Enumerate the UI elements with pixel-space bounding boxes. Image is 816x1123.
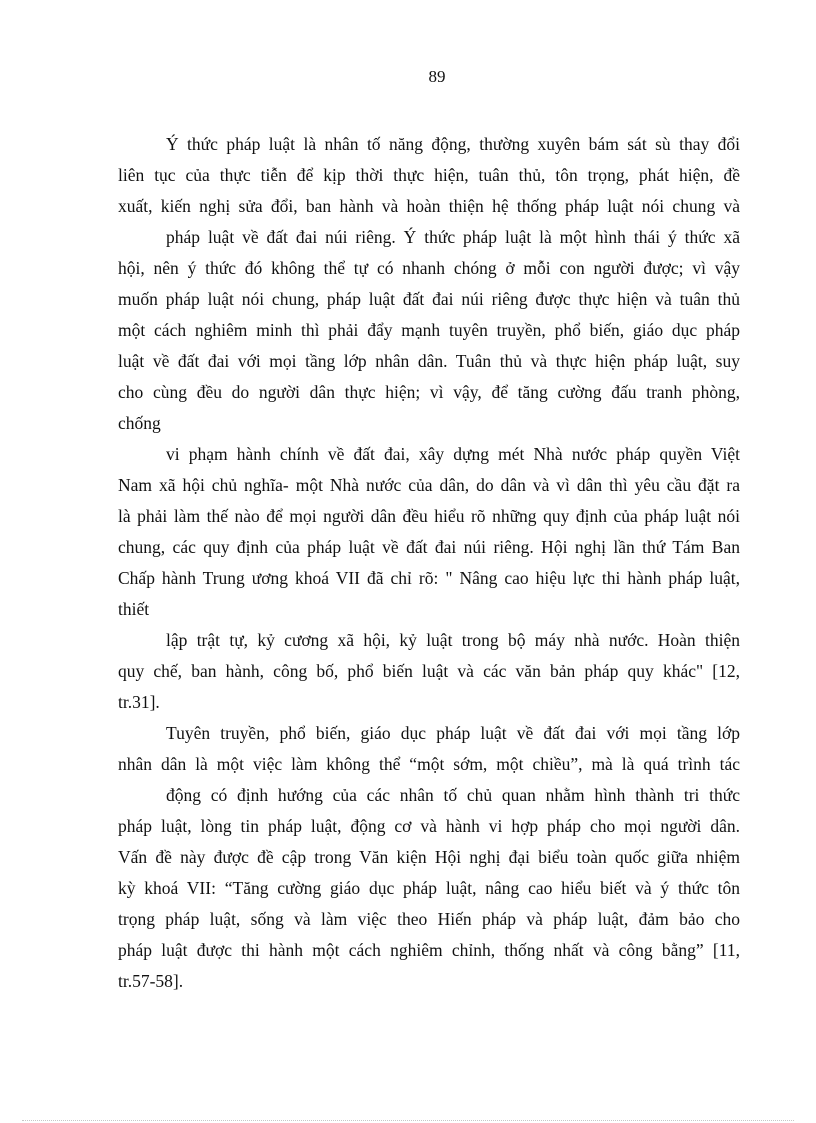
text-line: chống (118, 413, 161, 433)
text-line: Chấp hành Trung ương khoá VII đã chỉ rõ: " Nâng cao hiệu lực thi hành pháp luật, (118, 568, 740, 588)
text-line: tr.57-58]. (118, 971, 184, 991)
text-line: luật về đất đai với mọi tầng lớp nhân dân. Tuân thủ và thực hiện pháp luật, suy (118, 351, 740, 371)
text-line: kỳ khoá VII: “Tăng cường giáo dục pháp luật, nâng cao hiểu biết và ý thức tôn (118, 878, 740, 898)
page-number: 89 (428, 67, 446, 86)
text-line: xuất, kiến nghị sửa đổi, ban hành và hoàn thiện hệ thống pháp luật nói chung và (118, 196, 740, 216)
text-line: Ý thức pháp luật là nhân tố năng động, thường xuyên bám sát sù thay đổi (166, 134, 740, 154)
text-line: là phải làm thế nào để mọi người dân đều hiểu rõ những quy định của pháp luật nói (118, 506, 740, 526)
text-line: một cách nghiêm minh thì phải đẩy mạnh tuyên truyền, phổ biến, giáo dục pháp (118, 320, 740, 340)
text-line: quy chế, ban hành, công bố, phổ biến luật và các văn bản pháp quy khác" [12, (118, 661, 740, 681)
text-line: trọng pháp luật, sống và làm việc theo Hiến pháp và pháp luật, đảm bảo cho (118, 909, 740, 929)
text-line: động có định hướng của các nhân tố chủ quan nhằm hình thành tri thức (166, 785, 740, 805)
text-line: Vấn đề này được đề cập trong Văn kiện Hội nghị đại biểu toàn quốc giữa nhiệm (118, 847, 740, 867)
text-line: hội, nên ý thức đó không thể tự có nhanh chóng ở mỗi con người được; vì vậy (118, 258, 740, 278)
text-line: Nam xã hội chủ nghĩa- một Nhà nước của dân, do dân và vì dân thì yêu cầu đặt ra (118, 475, 740, 495)
body-text (118, 131, 740, 999)
text-line: nhân dân là một việc làm không thể “một sớm, một chiều”, mà là quá trình tác (118, 754, 740, 774)
text-line: lập trật tự, kỷ cương xã hội, kỷ luật trong bộ máy nhà nước. Hoàn thiện (166, 630, 740, 650)
text-line: muốn pháp luật nói chung, pháp luật đất đai núi riêng được thực hiện và tuân thủ (118, 289, 740, 309)
text-line: liên tục của thực tiễn để kịp thời thực hiện, tuân thủ, tôn trọng, phát hiện, đề (118, 165, 740, 185)
text-line: Tuyên truyền, phổ biến, giáo dục pháp luật về đất đai với mọi tầng lớp (166, 723, 740, 743)
text-line: thiết (118, 599, 150, 619)
text-line: pháp luật về đất đai núi riêng. Ý thức pháp luật là một hình thái ý thức xã (166, 227, 740, 247)
text-line: chung, các quy định của pháp luật về đất đai núi riêng. Hội nghị lần thứ Tám Ban (118, 537, 740, 557)
text-line: tr.31]. (118, 692, 160, 712)
text-line: pháp luật, lòng tin pháp luật, động cơ và hành vi hợp pháp cho mọi người dân. (118, 816, 740, 836)
page-bottom-rule (22, 1120, 794, 1121)
text-line: vi phạm hành chính về đất đai, xây dựng mét Nhà nước pháp quyền Việt (166, 444, 740, 464)
text-line: cho cùng đều do người dân thực hiện; vì vậy, để tăng cường đấu tranh phòng, (118, 382, 740, 402)
text-line: pháp luật được thi hành một cách nghiêm chỉnh, thống nhất và công bằng” [11, (118, 940, 740, 960)
